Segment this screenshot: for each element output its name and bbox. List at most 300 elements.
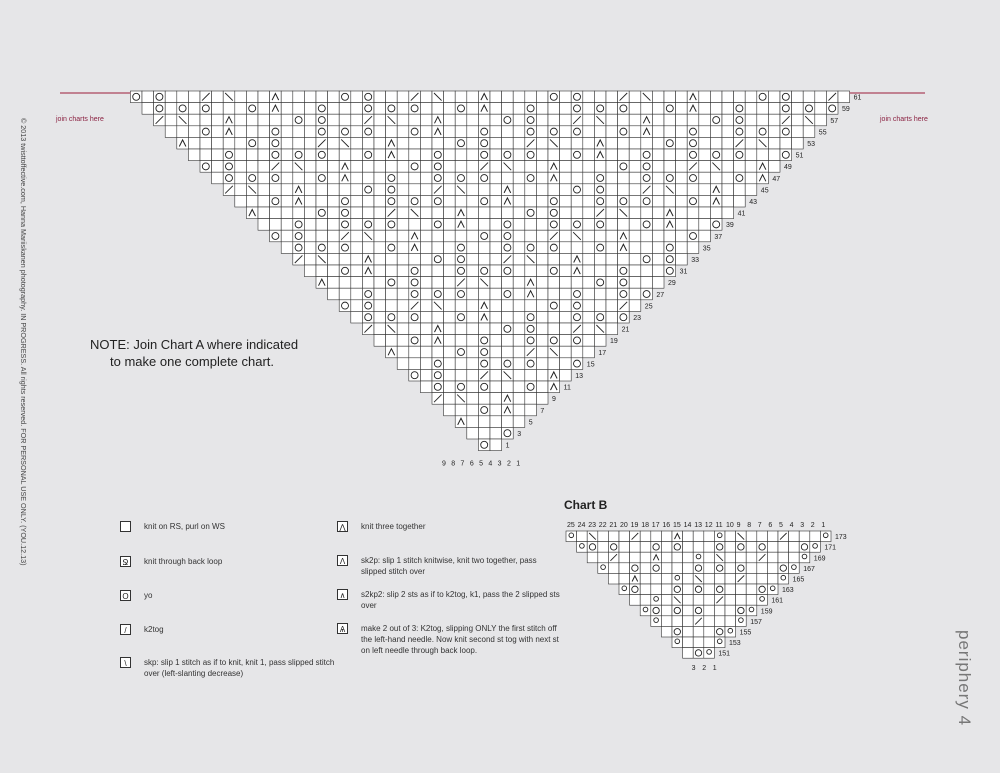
chart-a-cell [386, 219, 398, 231]
chart-a-cell [560, 172, 572, 184]
chart-a-cell [409, 253, 421, 265]
chart-a-cell [513, 184, 525, 196]
chart-a-row-label: 35 [702, 245, 711, 253]
chart-a-cell [420, 114, 432, 126]
chart-a-cell [386, 91, 398, 103]
chart-a-cell [583, 114, 595, 126]
copyright-credit: © 2013 twisttoffective.com, Hanna Mariiskanen photography. IN PROGRESS. All rights reserved. FOR PERSONAL USE ONLY. (YOU.12.13) [19, 118, 28, 566]
chart-a-cell [328, 91, 340, 103]
chart-a-cell [432, 207, 444, 219]
chart-a-cell [478, 335, 490, 347]
chart-a-cell [734, 149, 746, 161]
chart-a-cell [560, 300, 572, 312]
chart-a-cell [536, 381, 548, 393]
chart-b-col-label: 10 [726, 522, 734, 529]
chart-a-cell [432, 230, 444, 242]
chart-a-cell [502, 207, 514, 219]
chart-a-cell [699, 137, 711, 149]
chart-a-cell [142, 91, 154, 103]
chart-a-cell [478, 195, 490, 207]
chart-a-row-label: 39 [726, 222, 734, 230]
chart-a-cell [513, 311, 525, 323]
chart-a-cell [641, 149, 653, 161]
chart-a-cell [745, 126, 757, 138]
chart-a-cell [641, 242, 653, 254]
chart-a-cell [432, 161, 444, 173]
chart-a-cell [351, 137, 363, 149]
chart-a-cell [397, 346, 409, 358]
chart-a-cell [594, 172, 606, 184]
chart-a-cell [455, 300, 467, 312]
chart-a-cell [722, 137, 734, 149]
chart-a-row-label: 17 [598, 349, 607, 357]
chart-a-cell [722, 195, 734, 207]
chart-a-cell [386, 126, 398, 138]
chart-a-cell [409, 149, 421, 161]
chart-a-cell [525, 323, 537, 335]
chart-a-cell [467, 161, 479, 173]
chart-a-cell [560, 149, 572, 161]
chart-a-cell [235, 161, 247, 173]
chart-a-cell [258, 207, 270, 219]
chart-a-cell [768, 137, 780, 149]
chart-a-cell [606, 253, 618, 265]
chart-a-cell [455, 288, 467, 300]
chart-a-cell [351, 207, 363, 219]
chart-a-cell [629, 195, 641, 207]
chart-a-cell [339, 288, 351, 300]
chart-a-cell [618, 137, 630, 149]
chart-a-cell [304, 265, 316, 277]
chart-a-cell [513, 91, 525, 103]
chart-a-cell [536, 346, 548, 358]
chart-a-row-label: 45 [760, 187, 769, 195]
chart-a-cell [293, 207, 305, 219]
chart-a-cell [571, 184, 583, 196]
chart-b-col-label: 9 [736, 522, 741, 529]
chart-a-cell [815, 103, 827, 115]
chart-a-cell [420, 277, 432, 289]
chart-a-row-label: 31 [679, 268, 688, 276]
chart-a-cell [490, 265, 502, 277]
chart-a-cell [641, 277, 653, 289]
chart-a-cell [432, 253, 444, 265]
chart-a-cell [270, 172, 282, 184]
chart-a-cell [699, 172, 711, 184]
chart-a-cell [629, 161, 641, 173]
chart-a-cell [432, 277, 444, 289]
chart-a-cell [664, 91, 676, 103]
chart-a-cell [560, 288, 572, 300]
join-label-right: join charts here [880, 116, 928, 123]
chart-a-cell [362, 311, 374, 323]
chart-a-cell [281, 149, 293, 161]
chart-a-cell [362, 172, 374, 184]
chart-a-cell [467, 195, 479, 207]
chart-a-col-label: 9 [442, 460, 446, 468]
chart-a-cell [397, 219, 409, 231]
chart-a-cell [374, 219, 386, 231]
chart-a-cell [351, 172, 363, 184]
chart-a-cell [374, 137, 386, 149]
chart-a-cell [490, 242, 502, 254]
chart-a-cell [467, 253, 479, 265]
chart-a-cell [374, 311, 386, 323]
chart-a-cell [165, 103, 177, 115]
chart-a-cell [478, 439, 490, 451]
chart-a-cell [536, 195, 548, 207]
chart-a-cell [316, 91, 328, 103]
chart-a-cell [536, 265, 548, 277]
chart-a-cell [212, 126, 224, 138]
chart-a-cell [757, 114, 769, 126]
chart-a-cell [455, 335, 467, 347]
chart-a-cell [641, 103, 653, 115]
chart-a-cell [513, 404, 525, 416]
chart-a-cell [618, 126, 630, 138]
chart-a-cell [328, 265, 340, 277]
chart-a-cell [687, 195, 699, 207]
chart-a-cell [502, 219, 514, 231]
chart-a-cell [513, 323, 525, 335]
chart-a-row-label: 3 [517, 431, 522, 438]
chart-a-cell [444, 114, 456, 126]
chart-a-cell [687, 219, 699, 231]
chart-a-cell [467, 358, 479, 370]
chart-a-cell [293, 114, 305, 126]
chart-a-cell [664, 114, 676, 126]
chart-a-row-label: 15 [586, 361, 595, 369]
chart-a-cell [304, 172, 316, 184]
chart-a-cell [362, 277, 374, 289]
chart-a-cell [432, 242, 444, 254]
chart-a-cell [467, 346, 479, 358]
chart-a-cell [478, 219, 490, 231]
chart-a-cell [710, 149, 722, 161]
chart-a-cell [467, 427, 479, 439]
chart-a-cell [525, 195, 537, 207]
chart-a-cell [734, 184, 746, 196]
chart-a-cell [374, 265, 386, 277]
chart-a-cell [444, 137, 456, 149]
chart-a-cell [676, 137, 688, 149]
chart-a-cell [838, 91, 850, 103]
chart-a-cell [513, 103, 525, 115]
chart-a-cell [444, 207, 456, 219]
chart-b-col-label: 5 [779, 522, 783, 529]
chart-a-cell [339, 253, 351, 265]
chart-a-cell [397, 300, 409, 312]
chart-a-row-label: 5 [528, 419, 533, 427]
chart-a-cell [502, 277, 514, 289]
chart-a-cell [397, 358, 409, 370]
chart-a-cell [687, 149, 699, 161]
chart-a-cell [467, 311, 479, 323]
chart-a-cell [339, 114, 351, 126]
chart-a-cell [212, 172, 224, 184]
chart-a-cell [571, 207, 583, 219]
chart-a-cell [328, 184, 340, 196]
chart-a-cell [676, 242, 688, 254]
chart-a-cell [606, 126, 618, 138]
chart-a-cell [536, 253, 548, 265]
chart-a-cell [745, 172, 757, 184]
chart-b-col-label: 4 [789, 522, 794, 529]
chart-a-row-label: 23 [633, 315, 641, 322]
chart-a-row-label: 1 [505, 442, 510, 450]
chart-a-cell [606, 311, 618, 323]
chart-b-col-label: 15 [673, 522, 681, 529]
chart-a-cell [281, 219, 293, 231]
chart-a-cell [525, 103, 537, 115]
chart-a-cell [455, 114, 467, 126]
chart-a-col-label: 6 [469, 460, 474, 468]
chart-a-cell [664, 103, 676, 115]
chart-a-cell [594, 230, 606, 242]
chart-a-cell [444, 253, 456, 265]
chart-a-cell [374, 300, 386, 312]
chart-a-cell [432, 358, 444, 370]
chart-a-row-label: 41 [737, 210, 746, 218]
chart-a-cell [583, 253, 595, 265]
chart-a-cell [374, 103, 386, 115]
chart-a-cell [397, 114, 409, 126]
chart-a-cell [594, 195, 606, 207]
chart-a-cell [606, 91, 618, 103]
chart-a-cell [548, 265, 560, 277]
chart-a-cell [502, 137, 514, 149]
chart-a-cell [548, 195, 560, 207]
chart-a-cell [293, 103, 305, 115]
chart-a-cell [641, 288, 653, 300]
chart-a-cell [374, 149, 386, 161]
chart-a-cell [525, 161, 537, 173]
chart-a-cell [386, 288, 398, 300]
chart-a-cell [444, 149, 456, 161]
chart-a-cell [571, 346, 583, 358]
chart-a-row-label: 47 [772, 175, 781, 183]
chart-a-cell [803, 126, 815, 138]
chart-a-cell [722, 172, 734, 184]
chart-a-cell [664, 265, 676, 277]
chart-a-cell [328, 230, 340, 242]
chart-a-cell [397, 126, 409, 138]
chart-a-cell [699, 126, 711, 138]
chart-a-cell [362, 137, 374, 149]
chart-a-cell [293, 242, 305, 254]
chart-a-cell [339, 149, 351, 161]
chart-a-col-label: 5 [479, 460, 484, 468]
chart-a-cell [536, 369, 548, 381]
chart-a-cell [223, 161, 235, 173]
chart-a-cell [258, 126, 270, 138]
chart-a-cell [188, 91, 200, 103]
chart-a-cell [270, 126, 282, 138]
chart-a-cell [687, 114, 699, 126]
chart-a-cell [629, 137, 641, 149]
chart-a-cell [420, 381, 432, 393]
chart-a-cell [513, 172, 525, 184]
chart-a-cell [652, 219, 664, 231]
chart-a-cell [490, 219, 502, 231]
chart-b-col-label: 11 [715, 522, 723, 529]
chart-a-cell [246, 161, 258, 173]
chart-a-cell [676, 114, 688, 126]
chart-a-cell [478, 126, 490, 138]
chart-a-cell [270, 195, 282, 207]
chart-a-cell [490, 137, 502, 149]
chart-a-cell [560, 184, 572, 196]
chart-a-cell [142, 103, 154, 115]
chart-a-cell [606, 137, 618, 149]
chart-a-cell [304, 207, 316, 219]
chart-a-cell [281, 91, 293, 103]
chart-a-cell [397, 242, 409, 254]
chart-a-cell [513, 393, 525, 405]
chart-a-cell [339, 91, 351, 103]
chart-a-cell [478, 404, 490, 416]
chart-a-cell [444, 335, 456, 347]
chart-a-row-label: 29 [668, 280, 676, 288]
chart-a-cell [478, 172, 490, 184]
chart-a-cell [513, 265, 525, 277]
chart-a-cell [351, 126, 363, 138]
chart-a-cell [270, 230, 282, 242]
chart-a-cell [455, 346, 467, 358]
chart-a-cell [606, 161, 618, 173]
chart-a-cell [351, 300, 363, 312]
chart-b-col-label: 23 [588, 522, 596, 529]
chart-a-cell [710, 103, 722, 115]
chart-a-cell [560, 103, 572, 115]
chart-a-cell [293, 137, 305, 149]
chart-a-cell [536, 114, 548, 126]
chart-a-cell [536, 149, 548, 161]
chart-a-cell [641, 253, 653, 265]
chart-a-cell [258, 195, 270, 207]
chart-a-cell [467, 149, 479, 161]
chart-a-col-label: 8 [451, 460, 456, 468]
chart-a-cell [362, 184, 374, 196]
chart-a-cell [560, 230, 572, 242]
chart-a-row-label: 61 [853, 94, 862, 102]
chart-a-cell [745, 161, 757, 173]
chart-a-cell [397, 265, 409, 277]
chart-a-cell [397, 335, 409, 347]
chart-a-cell [490, 323, 502, 335]
chart-a-cell [362, 91, 374, 103]
chart-a-cell [525, 311, 537, 323]
chart-a-cell [745, 149, 757, 161]
chart-a-cell [606, 300, 618, 312]
legend-text: knit on RS, purl on WS [144, 522, 225, 531]
chart-b-row-label: 153 [729, 640, 741, 648]
chart-a-cell [270, 219, 282, 231]
chart-a-row-label: 43 [749, 199, 757, 206]
chart-a-cell [536, 207, 548, 219]
chart-a-cell [618, 265, 630, 277]
chart-a-cell [571, 300, 583, 312]
chart-a-cell [560, 219, 572, 231]
chart-a-cell [525, 381, 537, 393]
chart-a-cell [420, 335, 432, 347]
chart-a-cell [641, 265, 653, 277]
chart-a-cell [606, 207, 618, 219]
chart-a-cell [513, 288, 525, 300]
chart-a-cell [490, 172, 502, 184]
chart-a-cell [478, 346, 490, 358]
chart-a-cell [409, 172, 421, 184]
chart-a-cell [490, 277, 502, 289]
chart-a-cell [502, 323, 514, 335]
chart-a-cell [316, 126, 328, 138]
chart-a-cell [525, 300, 537, 312]
chart-a-col-label: 4 [488, 460, 493, 468]
chart-a-cell [606, 149, 618, 161]
chart-a-cell [328, 114, 340, 126]
chart-a-cell [502, 149, 514, 161]
chart-a-cell [606, 114, 618, 126]
chart-a-cell [420, 91, 432, 103]
chart-a-cell [165, 91, 177, 103]
chart-a-cell [676, 253, 688, 265]
chart-a-cell [490, 404, 502, 416]
chart-a-cell [420, 161, 432, 173]
chart-a-cell [687, 207, 699, 219]
chart-a-cell [699, 161, 711, 173]
legend-text: skp: slip 1 stitch as if to knit, knit 1, pass slipped stitch over (left-slanting decrease) [144, 658, 335, 678]
chart-a-cell [583, 311, 595, 323]
chart-a-cell [455, 358, 467, 370]
chart-a-cell [502, 114, 514, 126]
chart-a-cell [351, 161, 363, 173]
chart-a-cell [235, 103, 247, 115]
chart-a-cell [513, 369, 525, 381]
chart-b-row-label: 165 [792, 576, 805, 584]
chart-a-cell [525, 369, 537, 381]
chart-a-cell [490, 230, 502, 242]
chart-a-cell [444, 91, 456, 103]
chart-a-cell [467, 137, 479, 149]
chart-a-cell [618, 195, 630, 207]
chart-a-cell [780, 149, 792, 161]
chart-a-row-label: 51 [795, 152, 804, 160]
chart-a-cell [513, 300, 525, 312]
chart-a-cell [304, 219, 316, 231]
chart-a-cell [560, 358, 572, 370]
chart-b-bottom-label: 3 [691, 665, 696, 673]
chart-a-cell [397, 207, 409, 219]
chart-a-cell [432, 149, 444, 161]
chart-a-cell [734, 114, 746, 126]
chart-a-cell [803, 103, 815, 115]
chart-a-cell [304, 242, 316, 254]
chart-a-cell [676, 149, 688, 161]
chart-a-cell [618, 184, 630, 196]
chart-a-cell [316, 103, 328, 115]
chart-a-cell [676, 126, 688, 138]
chart-a-cell [583, 149, 595, 161]
chart-a-cell [246, 137, 258, 149]
chart-a-cell [362, 161, 374, 173]
chart-a-cell [281, 242, 293, 254]
chart-a-cell [467, 184, 479, 196]
chart-a-cell [618, 161, 630, 173]
chart-a-cell [722, 103, 734, 115]
k2tog-icon: / [120, 624, 131, 635]
chart-a-cell [362, 126, 374, 138]
chart-a-cell [734, 126, 746, 138]
